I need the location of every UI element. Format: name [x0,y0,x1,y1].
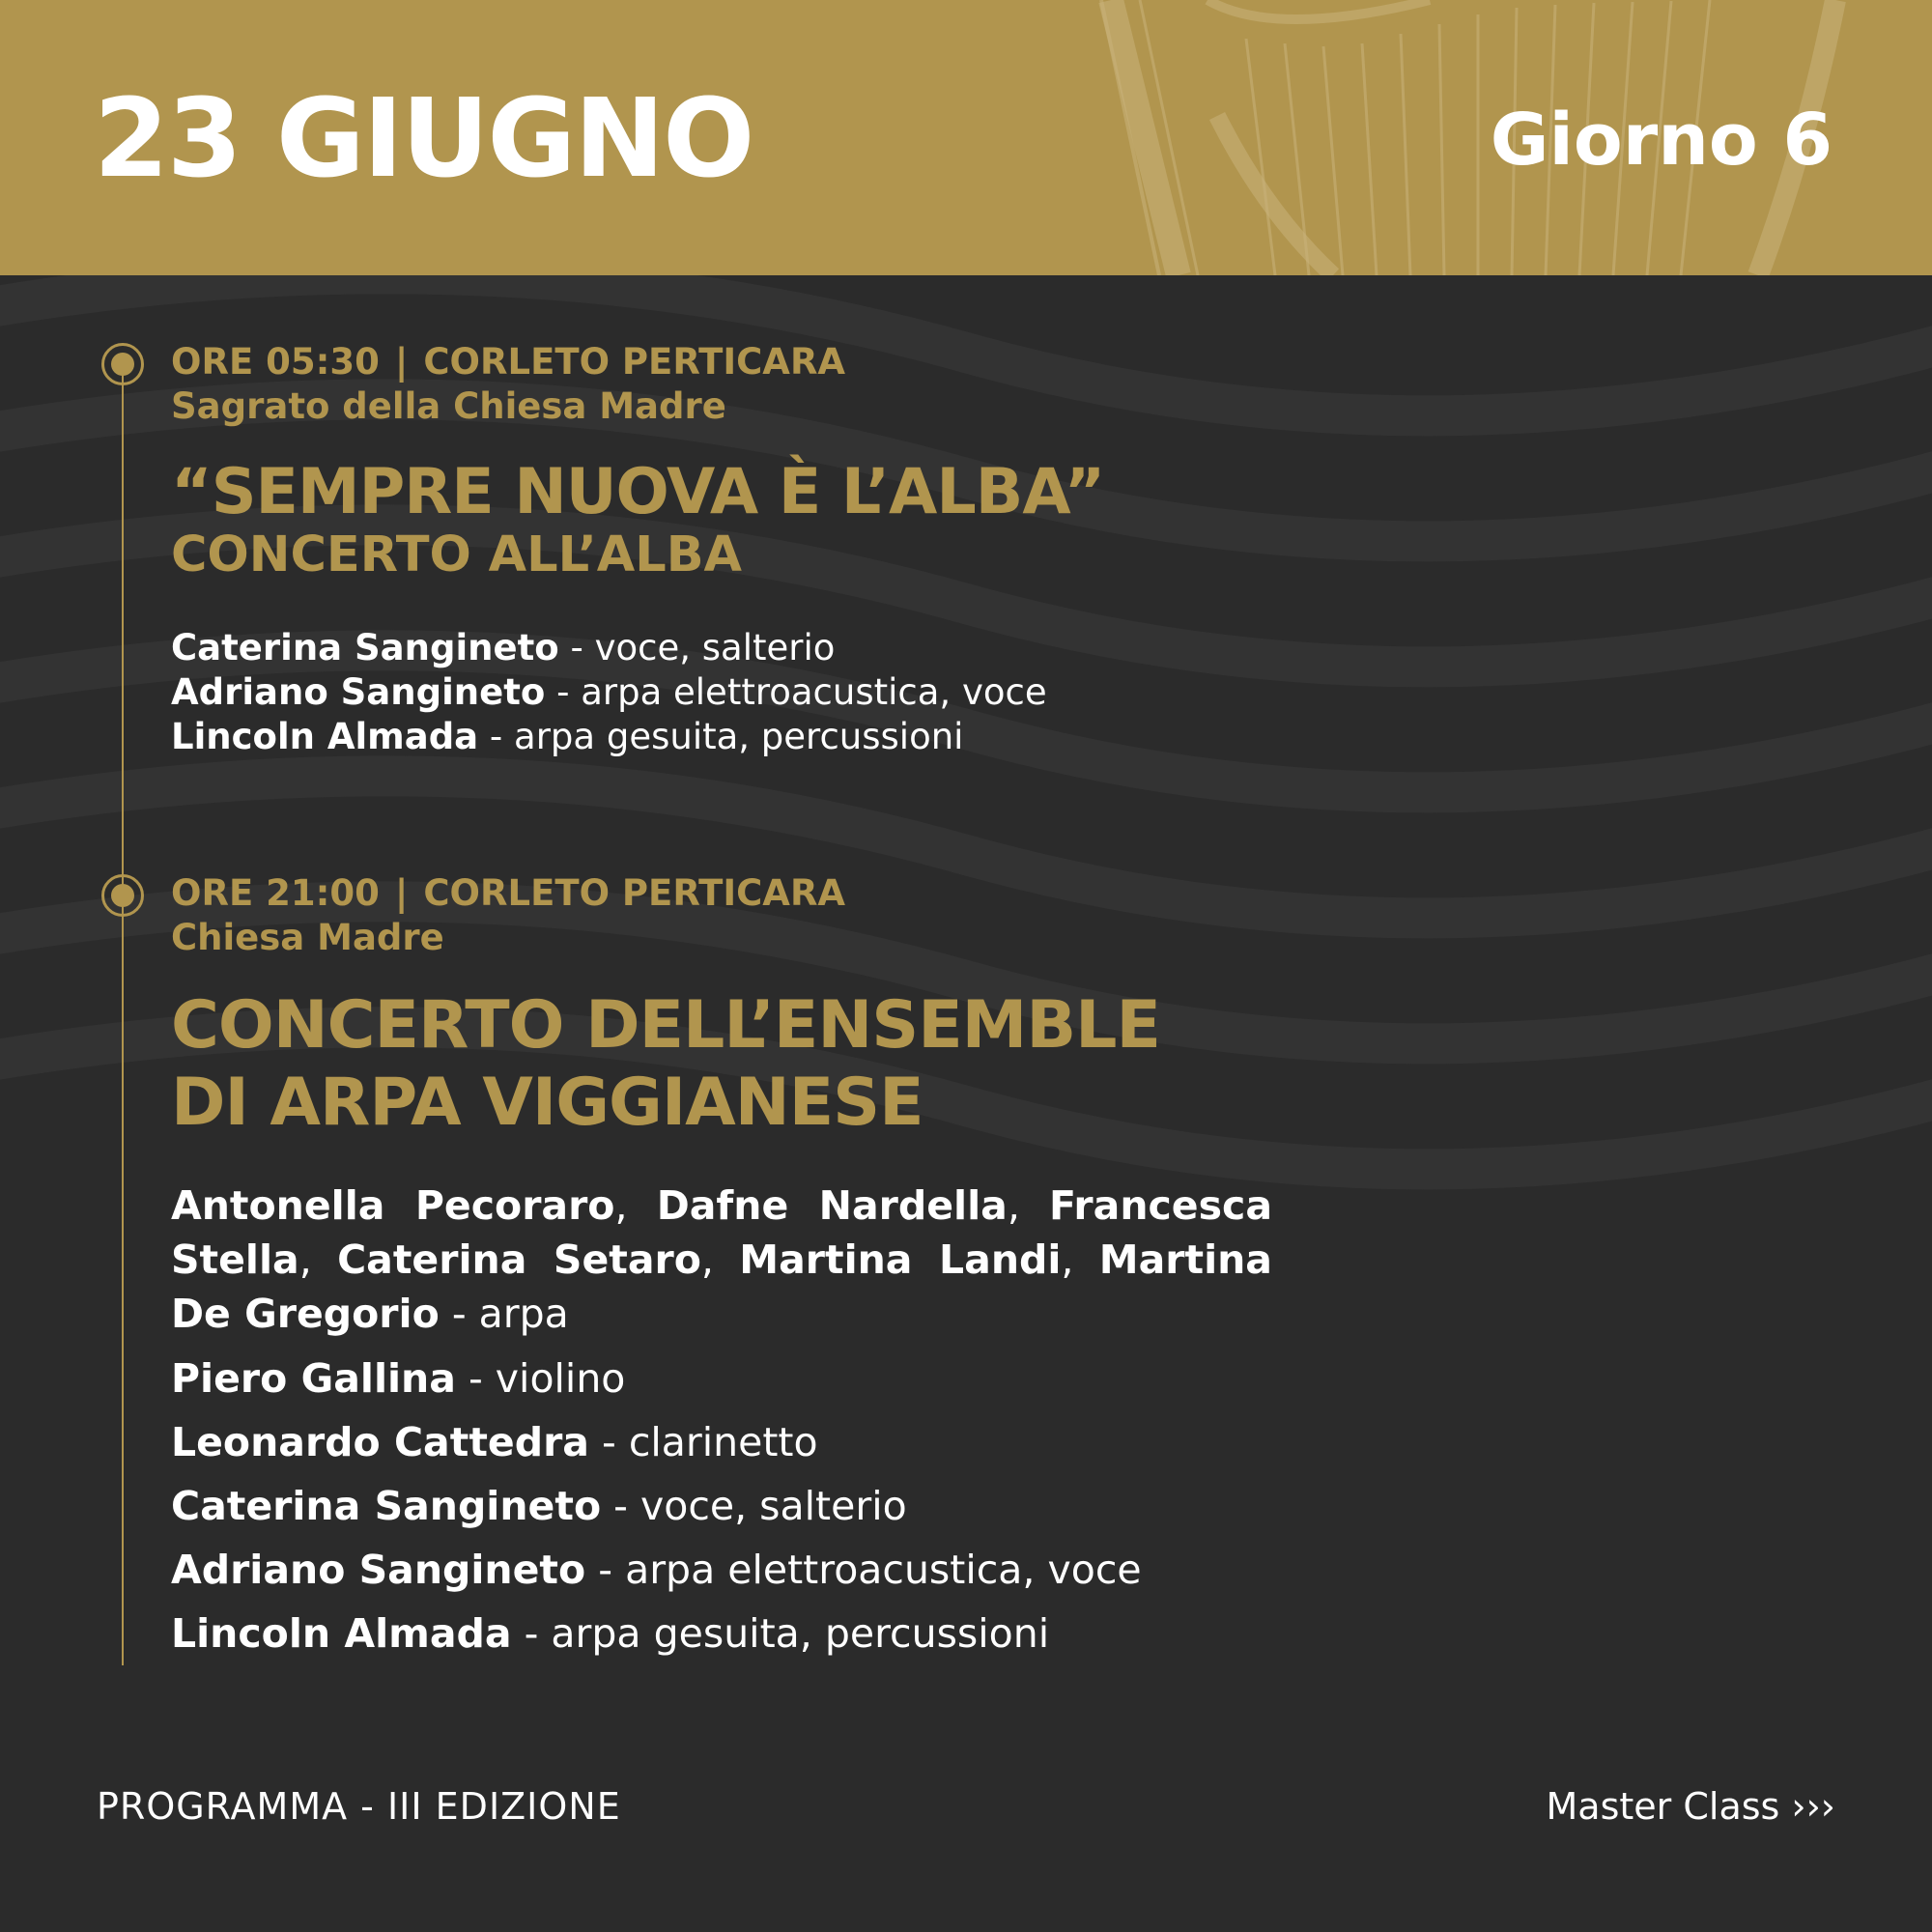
performer-role: - voce, salterio [570,627,836,668]
performer-name: Adriano Sangineto [171,671,546,713]
event-title-line: DI ARPA VIGGIANESE [171,1065,923,1141]
performer-role: - arpa gesuita, percussioni [489,716,964,757]
event-place: Chiesa Madre [171,917,444,958]
event-place: Sagrato della Chiesa Madre [171,385,726,427]
event-title: “SEMPRE NUOVA È L’ALBA” [171,456,1105,528]
header-banner [0,0,1932,275]
performer-item [171,1474,1282,1538]
performer-role: - voce, salterio [613,1483,907,1529]
event-ensemble-concert [171,871,1282,1665]
timeline-dot [101,874,144,917]
performer-item [171,1347,1282,1410]
event-town: CORLETO PERTICARA [423,341,846,383]
performer-item [171,670,1282,715]
member-name: Francesca Stella [171,1182,1272,1283]
performer-item [171,1410,1282,1474]
performer-list [171,626,1282,759]
performer-item [171,1602,1282,1665]
performer-name: Lincoln Almada [171,716,479,757]
event-subtitle: CONCERTO ALL’ALBA [171,526,743,583]
performer-role: - arpa elettroacustica, voce [556,671,1047,713]
member-name: Dafne Nardella [656,1182,1008,1229]
master-class-link[interactable]: Master Class ››› [1546,1785,1835,1828]
performer-name: Leonardo Cattedra [171,1419,589,1465]
performer-name: Piero Gallina [171,1355,456,1402]
event-title [171,987,1282,1142]
performer-name: Lincoln Almada [171,1610,512,1657]
performer-role: - arpa elettroacustica, voce [598,1547,1142,1593]
timeline-dot [101,343,144,385]
program-edition-label: PROGRAMMA - III EDIZIONE [97,1785,621,1828]
performer-item [171,1538,1282,1602]
timeline-line [122,365,124,1665]
member-role: - arpa [451,1291,569,1337]
day-number: Giorno 6 [1490,99,1833,182]
member-name: Caterina Setaro [337,1236,701,1283]
performer-role: - violino [468,1355,626,1402]
comma: , [1061,1236,1074,1283]
performer-name: Caterina Sangineto [171,627,559,668]
performer-item [171,626,1282,670]
event-town: CORLETO PERTICARA [423,872,846,914]
comma: , [614,1182,628,1229]
event-title-line: CONCERTO DELL’ENSEMBLE [171,987,1160,1064]
separator: | [394,872,409,914]
event-time-location [171,871,1282,916]
event-time: ORE 21:00 [171,872,380,914]
comma: , [1007,1182,1020,1229]
comma: , [700,1236,714,1283]
event-time: ORE 05:30 [171,341,380,383]
separator: | [394,341,409,383]
performer-list [171,1347,1282,1665]
performer-role: - clarinetto [602,1419,818,1465]
performer-name: Adriano Sangineto [171,1547,586,1593]
member-name: Martina De Gregorio [171,1236,1272,1337]
performer-name: Caterina Sangineto [171,1483,602,1529]
performer-role: - arpa gesuita, percussioni [524,1610,1050,1657]
ensemble-members [171,1179,1272,1341]
performer-item [171,715,1282,759]
date-title: 23 GIUGNO [94,76,753,202]
event-dawn-concert [171,340,1282,759]
event-time-location [171,340,1282,384]
member-name: Martina Landi [739,1236,1062,1283]
member-name: Antonella Pecoraro [171,1182,615,1229]
comma: , [298,1236,312,1283]
